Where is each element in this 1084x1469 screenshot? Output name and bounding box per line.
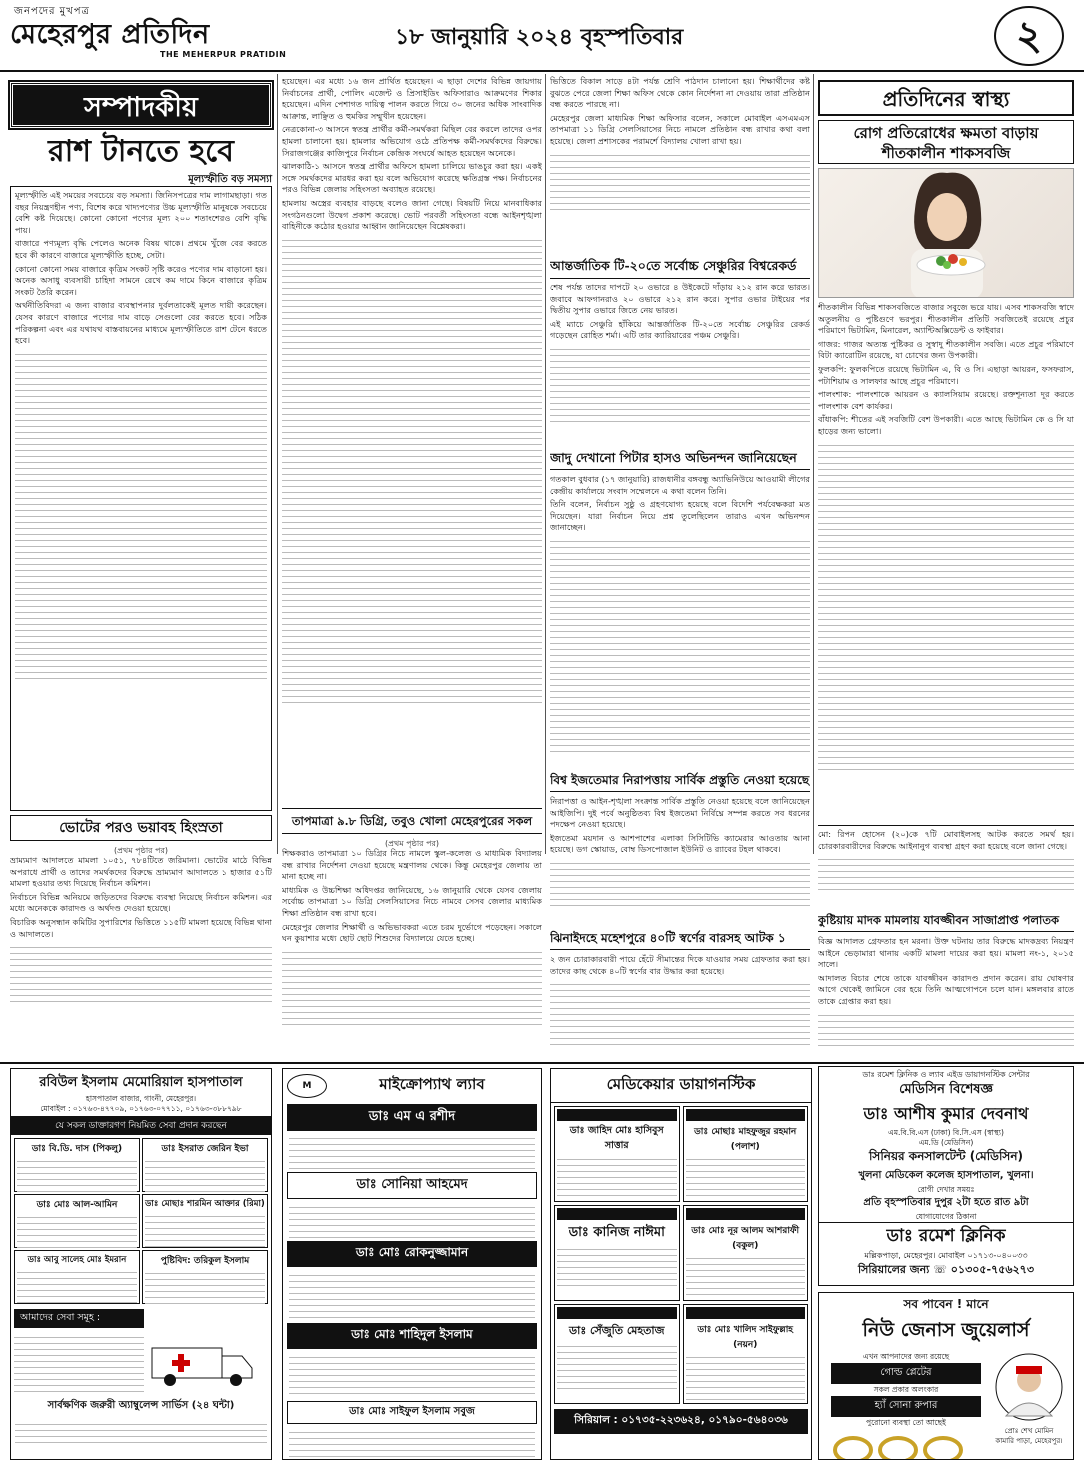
doctor-card	[142, 1250, 268, 1304]
continued-note: (প্রথম পৃষ্ঠার পর)	[384, 839, 440, 848]
article-paragraph: পালংশাক: পালংশাকে আয়রন ও ক্যালসিয়াম রয়েছে। রক্তশূন্যতা দূর করতে পালংশাক বেশ কার্যকর।	[818, 389, 1074, 411]
doctor-name: ডাঃ মোঃ শাহিদুল ইসলাম	[287, 1323, 537, 1349]
microlab-ad	[282, 1068, 542, 1460]
article-text-continuation	[550, 150, 810, 210]
masthead	[0, 0, 1084, 72]
column-divider	[277, 74, 278, 854]
health-headline: রোগ প্রতিরোধের ক্ষমতা বাড়ায় শীতকালীন শাকসবজি	[818, 120, 1074, 164]
tapmatra-headline: তাপমাত্রা ৯.৮ ডিগ্রি, তবুও খোলা মেহেরপুরের সকল	[282, 808, 542, 834]
article-paragraph: মাধ্যমিক ও উচ্চশিক্ষা অধিদপ্তর জানিয়েছে, ১৬ জানুয়ারি থেকে যেসব জেলায় সর্বোচ্চ তাপমাত্রা ১০ ডিগ্রি সেলসিয়াসের নিচে নামবে সেসব জেলার মাধ্যমিক শিক্ষা প্রতিষ্ঠান বন্ধ রাখা হবে।	[282, 884, 542, 918]
doctor-details	[686, 1253, 806, 1299]
doctor-details	[557, 1244, 677, 1290]
medicare-name: মেডিকেয়ার ডায়াগনস্টিক	[551, 1069, 811, 1103]
doctor-card	[142, 1138, 268, 1192]
editorial-paragraph: অর্থনীতিবিদরা এ জন্য বাজার ব্যবস্থাপনার দুর্বলতাকেই মূলত দায়ী করেছেন। যেসব কারণে বাজারে পণ্যের দাম বাড়ে সেগুলো বের করতে হবে। সঠিক পরিকল্পনা এবং এর যথাযথ বাস্তবায়নের মাধ্যমে মূল্যস্ফীতিতে রাশ টেনে ধরতে হবে।	[15, 300, 267, 346]
doctor-details	[17, 1267, 137, 1303]
offer-line: এখন আপনাদের জন্য রয়েছে	[862, 1352, 950, 1361]
doctor-name: ডাঃ কানিজ নাঈমা	[568, 1225, 665, 1240]
doctor-name: ডাঃ সোনিয়া আহমেদ	[287, 1172, 537, 1199]
hospital-tagline: যে সকল ডাক্তারগণ নিয়মিত সেবা প্রদান করছেন	[11, 1116, 271, 1135]
doctor-card	[142, 1194, 268, 1248]
doctor-details	[289, 1427, 535, 1457]
article-paragraph: নিরাপত্তা ও আইন-শৃঙ্খলা সংক্রান্ত সার্বিক প্রস্তুতি নেওয়া হয়েছে বলে জানিয়েছেন আইজিপি। দুই পর্বে অনুষ্ঠিতব্য বিশ্ব ইজতেমা নির্বিঘ্নে সম্পন্ন করতে সব ধরনের পদক্ষেপ নেওয়া হয়েছে।	[550, 796, 810, 830]
doctor-name: পুষ্টিবিদ: তরিকুল ইসলাম	[160, 1256, 250, 1266]
hospital-phone: মোবাইল : ০১৭৬৩-৪৭৭০৯, ০১৭৬৩-০৭৭১১, ০১৭৬৩-৩৮৮৭৯৮	[40, 1104, 242, 1113]
services-block	[11, 1330, 271, 1394]
doctor-name: ডাঃ মোঃ খালিদ সাইফুল্লাহ (নয়ন)	[697, 1325, 794, 1350]
column-divider	[545, 74, 546, 854]
article-paragraph: হয়েছেন। এর মধ্যে ১৬ জন প্রার্থিত হয়েছেন। এ ছাড়া দেশের বিভিন্ন জায়গায় নির্বাচনের প্রার্থী, পোলিং এজেন্ট ও প্রিসাইডিং অফিসারাও আক্রমণের শিকার হয়েছেন। এদিন পেশাগত দায়িত্ব পালন করতে গিয়ে ৩০ জনের অধিক সাংবাদিক আক্রান্ত, লাঞ্ছিত ও হুমকির সম্মুখীন হয়েছেন।	[282, 76, 542, 121]
hospital-ad	[10, 1068, 272, 1460]
article-paragraph: ভ্রাম্যমাণ আদালতে মামলা ১০৫১, ৭৮৪টিতে জরিমানা। ভোটের মাঠে বিভিন্ন অপরাধে প্রার্থী ও তাদের সমর্থকদের বিরুদ্ধে ভ্রাম্যমাণ আদালতে ১ হাজার ৫১টি মামলা হওয়ার তথ্য দিয়েছে নির্বাচন কমিশন।	[10, 855, 272, 889]
doctor-name: ডাঃ মোঃ সাইফুল ইসলাম সবুজ	[287, 1401, 537, 1424]
medicare-doctor-grid	[551, 1103, 811, 1407]
article-text-continuation	[550, 979, 810, 1049]
clinic-address: মল্লিকপাড়া, মেহেরপুর। মোবাইল ০১৭১৩-০৪০০৩৩	[864, 1251, 1028, 1260]
editorial-headline: রাশ টানতে হবে	[48, 134, 234, 169]
doctor-card	[683, 1304, 809, 1404]
tapmatra-article	[282, 848, 542, 1058]
doctor-degree: এম.ডি (মেডিসিন)	[918, 1138, 974, 1147]
article-text-continuation	[818, 1010, 1074, 1050]
jewellers-offers	[823, 1352, 989, 1460]
doctor-details	[17, 1212, 137, 1248]
article-text-continuation	[10, 942, 272, 1002]
doctor-details	[686, 1352, 806, 1402]
masthead-kicker: জনপদের মুখপত্র	[14, 6, 90, 17]
article-paragraph: গাজর: গাজর অত্যন্ত পুষ্টিকর ও সুস্বাদু শীতকালীন সবজি। এতে প্রচুর পরিমাণে বিটা ক্যারোটিন রয়েছে, যা চোখের জন্য উপকারী।	[818, 338, 1074, 361]
editorial-text-continuation	[15, 349, 267, 679]
doctor-name: ডাঃ আবু সালেহ মোঃ ইমরান	[27, 1255, 127, 1265]
kushtia-article	[818, 936, 1074, 1058]
doctor-name: ডাঃ বি.ডি. দাস (পিকলু)	[31, 1144, 123, 1154]
offer-badge: গোল্ড প্লেটের	[831, 1363, 981, 1384]
column-divider	[813, 74, 814, 854]
article-paragraph: আদালত বিচার শেষে তাকে যাবজ্জীবন কারাদণ্ড প্রদান করেন। রায় ঘোষণার আগে থেকেই জামিনে বের হয়ে তিনি আত্মগোপনে চলে যান। মঙ্গলবার রাতে তাকে গ্রেপ্তার করা হয়।	[818, 972, 1074, 1006]
owner-photo	[994, 1352, 1064, 1422]
clinic-serial: সিরিয়ালের জন্য ☏ ০১৩০৫-৭৫৬২৭৩	[858, 1263, 1034, 1276]
article-paragraph: নেত্রকোনা-৩ আসনে স্বতন্ত্র প্রার্থীর কর্মী-সমর্থকরা মিছিল বের করলে তাদের ওপর হামলা চালানো হয়। হামলার অভিযোগ ওঠে প্রতিপক্ষ কর্মী-সমর্থকদের বিরুদ্ধে। সিরাজগঞ্জের কাজিপুরে নির্বাচন কেন্দ্রিক সংঘর্ষে আহত হয়েছেন অনেকে।	[282, 124, 542, 158]
editorial-banner: সম্পাদকীয়	[10, 82, 272, 128]
doctor-name: ডাঃ মোছাঃ মাহফুজুর রহমান (পলাশ)	[694, 1127, 797, 1152]
doctor-details	[145, 1156, 265, 1192]
ads-divider	[0, 1062, 1084, 1064]
offer-badge: হ্যাঁ সোনা রুপার	[831, 1396, 981, 1417]
article-text-continuation	[550, 536, 810, 756]
doctor-card	[14, 1250, 140, 1304]
owner-block	[989, 1352, 1069, 1460]
services-list	[14, 1332, 144, 1392]
specialty-strip	[686, 1208, 806, 1220]
lab-logo: M	[287, 1074, 327, 1098]
specialty-strip	[686, 1109, 806, 1121]
owner-name: প্রোঃ শেখ মোমিন	[1004, 1427, 1054, 1435]
doctor-name: ডাঃ মোছাঃ শারমিন আক্তার (রিমা)	[145, 1199, 265, 1209]
editorial-paragraph: কোনো কোনো সময় বাজারে কৃত্রিম সংকট সৃষ্টি করেও পণ্যের দাম বাড়ানো হয়। অনেক অসাধু ব্যবসায়ী চাহিদা সামনে রেখে কম দামে কিনে বাজারে কৃত্রিম সংকট তৈরি করেন।	[15, 263, 267, 297]
article-paragraph: মেহেরপুর জেলার শিক্ষার্থী ও অভিভাবকরা এতে চরম দুর্ভোগে পড়েছেন। সকালে ঘন কুয়াশার মধ্যে ছোট ছোট শিশুদের বিদ্যালয়ে যেতে হচ্ছে।	[282, 921, 542, 944]
doctor-degree: এম.বি.বি.এস (ঢাকা) বি.সি.এস (স্বাস্থ্য)	[888, 1128, 1004, 1137]
hospital-doctor-grid	[11, 1135, 271, 1307]
hospital-address: হাসপাতাল বাজার, গাংনী, মেহেরপুর।	[85, 1094, 197, 1103]
jhenaidah-article	[550, 954, 810, 1058]
editorial-paragraph: বাজারে পণ্যমূল্য বৃদ্ধি পেলেও অনেক বিষয় থাকে। প্রথমে খুঁজে বের করতে হবে কী কারণে বাজারে মূল্যস্ফীতি হচ্ছে, সেটা।	[15, 238, 267, 260]
offer-line: পুরোনো ব্যবস্থা তো আছেই	[866, 1418, 946, 1427]
doctor-details	[686, 1154, 806, 1200]
column-4-bottom-article	[818, 825, 1074, 905]
doctor-details	[145, 1268, 265, 1304]
article-paragraph: হামলায় অস্ত্রের ব্যবহার বাড়ছে বলেও জানা গেছে। বিষয়টি নিয়ে মানবাধিকার সংগঠনগুলো উদ্বেগ প্রকাশ করেছে। ভোট পরবর্তী সহিংসতা বন্ধে আইনশৃঙ্খলা বাহিনীকে কঠোর হওয়ার আহ্বান জানিয়েছেন বিশ্লেষকরা।	[282, 197, 542, 232]
article-paragraph: ভিত্তিতে বিকাল সাড়ে ৪টা পর্যন্ত শ্রেণি পাঠদান চালানো হয়। শিক্ষার্থীদের কষ্ট বুঝতে পেরে জেলা শিক্ষা অফিস থেকে কোন নির্দেশনা না দেওয়ায় তারা প্রতিষ্ঠান বন্ধ করতে পারছে না।	[550, 76, 810, 110]
jhenaidah-headline: ঝিনাইদহে মহেশপুরে ৪০টি স্বর্ণের বারসহ আটক ১	[550, 928, 810, 950]
specialty-strip	[557, 1208, 677, 1220]
ijtema-headline: বিশ্ব ইজতেমার নিরাপত্তায় সার্বিক প্রস্তুতি নেওয়া হয়েছে	[550, 770, 810, 792]
specialty-strip	[686, 1307, 806, 1319]
clinic-top-line: ডাঃ রমেশ ক্লিনিক ও ল্যাব এইড ডায়াগনস্টিক সেন্টার	[862, 1070, 1030, 1079]
jewellers-ad	[818, 1292, 1074, 1460]
specialty-strip	[557, 1109, 677, 1121]
article-paragraph: তিনি বলেন, নির্বাচন সুষ্ঠু ও গ্রহণযোগ্য হয়েছে বলে বিদেশি পর্যবেক্ষকরা মত দিয়েছেন। যারা নির্বাচন নিয়ে প্রশ্ন তুলেছিলেন তারাও এখন অভিনন্দন জানাচ্ছেন।	[550, 499, 810, 533]
doctor-card	[683, 1205, 809, 1301]
ramesh-clinic-ad	[818, 1066, 1074, 1286]
newspaper-subtitle: THE MEHERPUR PRATIDIN	[160, 50, 287, 59]
doctor-name: ডাঃ এম এ রশীদ	[287, 1104, 537, 1131]
doctor-card	[554, 1205, 680, 1301]
ambulance-service: সার্বক্ষণিক জরুরী অ্যাম্বুলেন্স সার্ভিস (২৪ ঘন্টা)	[47, 1400, 235, 1411]
doctor-details	[289, 1133, 535, 1169]
editorial-body	[10, 186, 272, 811]
article-paragraph: ফুলকপি: ফুলকপিতে রয়েছে ভিটামিন এ, বি ও সি। এছাড়া আয়রন, ফসফরাস, পটাশিয়াম ও সালফার আছে প্রচুর পরিমাণে।	[818, 363, 1074, 386]
article-text-continuation	[818, 854, 1074, 894]
doctor-card	[683, 1106, 809, 1202]
article-paragraph: বিজ্ঞ আদালত গ্রেফতার হন মরনা। উক্ত ঘটনায় তার বিরুদ্ধে মাদকদ্রব্য নিয়ন্ত্রণ আইনে ভেড়ামারা থানায় একটি মামলা দায়ের করা হয়। মামলা নং-১, ২০১৫ সালে।	[818, 936, 1074, 970]
article-text-continuation	[282, 947, 542, 1027]
medicare-serial: সিরিয়াল : ০১৭৩৫-২২৩৬২৪, ০১৭৯০-৫৬৪০৩৬	[554, 1409, 808, 1434]
doctor-name: ডাঃ মোঃ রোকনুজ্জামান	[287, 1241, 537, 1267]
t20-article	[550, 282, 810, 444]
woman-eating-salad-photo	[818, 168, 1074, 298]
doctor-card	[14, 1194, 140, 1248]
doctor-name: ডাঃ আশীষ কুমার দেবনাথ	[863, 1104, 1029, 1123]
contact-label: যোগাযোগের ঠিকানা	[915, 1212, 977, 1221]
jewellery-icon	[823, 1428, 973, 1460]
article-text-continuation	[818, 440, 1074, 770]
doctor-details	[289, 1202, 535, 1238]
hospital-footer	[15, 1419, 267, 1445]
article-text-continuation	[282, 235, 542, 705]
doctor-details	[557, 1154, 677, 1200]
lab-header	[283, 1069, 541, 1102]
doctor-card	[554, 1106, 680, 1202]
doctor-name: ডাঃ ইসরাত জেরিন ইভা	[161, 1144, 249, 1154]
medicare-ad	[550, 1068, 812, 1460]
column-2-article	[282, 76, 542, 801]
hospital-name: রবিউল ইসলাম মেমোরিয়াল হাসপাতাল	[39, 1075, 243, 1090]
editorial-subhead: মূল্যস্ফীতি বড় সমস্যা	[188, 174, 272, 185]
doctor-details	[289, 1270, 535, 1320]
schedule-label: রোগী দেখার সময়ঃ	[917, 1185, 975, 1194]
article-paragraph: এই ম্যাচে সেঞ্চুরি হাঁকিয়ে আন্তর্জাতিক টি-২০তে সর্বোচ্চ সেঞ্চুরির রেকর্ড গড়েছেন রোহিত শর্মা। এটি তার ক্যারিয়ারের পঞ্চম সেঞ্চুরি।	[550, 318, 810, 341]
jewellers-name: নিউ জেনাস জুয়েলার্স	[862, 1319, 1030, 1341]
doctor-details	[289, 1352, 535, 1398]
doctor-position: সিনিয়র কনসালটেন্ট (মেডিসিন)	[869, 1149, 1023, 1163]
ambulance-icon	[148, 1332, 258, 1392]
doctor-hospital: খুলনা মেডিকেল কলেজ হাসপাতাল, খুলনা।	[858, 1170, 1034, 1181]
violence-headline: ভোটের পরও ভয়াবহ হিংস্রতা	[10, 815, 272, 841]
violence-article	[10, 855, 272, 1058]
issue-date: ১৮ জানুয়ারি ২০২৪ বৃহস্পতিবার	[395, 25, 684, 50]
doctor-card	[14, 1138, 140, 1192]
article-text-continuation	[550, 344, 810, 424]
doctor-card	[554, 1304, 680, 1404]
specialty-strip	[557, 1307, 677, 1319]
article-paragraph: বিচারিক অনুসন্ধান কমিটির সুপারিশের ভিত্তিতে ১১৫টি মামলা হয়েছে বিভিন্ন থানা ও আদালতে।	[10, 916, 272, 939]
page-number: ২	[994, 6, 1064, 66]
jewellers-address: কামারি পাড়া, মেহেরপুর।	[995, 1437, 1063, 1445]
article-paragraph: ইজতেমা ময়দান ও আশপাশের এলাকা সিসিটিভি ক্যামেরার আওতায় আনা হয়েছে। ডগ স্কোয়াড, বোম্ব ডিসপোজাল ইউনিট ও র‌্যাবের টহল থাকবে।	[550, 832, 810, 855]
doctor-specialty: মেডিসিন বিশেষজ্ঞ	[899, 1082, 993, 1097]
t20-headline: আন্তর্জাতিক টি-২০তে সর্বোচ্চ সেঞ্চুরির বিশ্বরেকর্ড	[550, 255, 810, 279]
kushtia-headline: কুষ্টিয়ায় মাদক মামলায় যাবজ্জীবন সাজাপ্রাপ্ত পলাতক	[818, 910, 1074, 932]
article-paragraph: মেহেরপুর জেলা মাধ্যমিক শিক্ষা অফিসার বলেন, সকালে মোবাইল এসএমএস তাপমাত্রা ১১ ডিগ্রি সেলসিয়াসের নিচে নামলে প্রতিষ্ঠান বন্ধ রাখার কথা বলা হয়েছে। জেলা প্রশাসকের পরামর্শে বিদ্যালয় খোলা রাখা হয়।	[550, 112, 810, 146]
doctor-name: ডাঃ জাহিদ মোঃ হাসিবুস সাত্তার	[569, 1125, 664, 1151]
schedule: প্রতি বৃহস্পতিবার দুপুর ২টা হতে রাত ৯টা	[863, 1197, 1029, 1208]
doctor-details	[557, 1341, 677, 1391]
article-paragraph: ২ জন চোরাকারবারী পায়ে হেঁটে সীমান্তের দিকে যাওয়ার সময় গ্রেফতার করা হয়। তাদের কাছ থেকে ৪০টি স্বর্ণের বার উদ্ধার করা হয়েছে।	[550, 954, 810, 976]
photo-illustration	[819, 169, 1074, 298]
article-paragraph: বাঁধাকপি: শীতের এই সবজিটি বেশ উপকারী। এতে আছে ভিটামিন কে ও সি যা হাড়ের জন্য ভালো।	[818, 414, 1074, 436]
article-paragraph: শিক্ষকরাও তাপমাত্রা ১০ ডিগ্রির নিচে নামলে স্কুল-কলেজ ও মাধ্যমিক বিদ্যালয় বন্ধ রাখার নির্দেশনা দেওয়া হয়েছে মন্ত্রণালয় থেকে। কিন্তু মেহেরপুর জেলায় তা মানা হচ্ছে না।	[282, 848, 542, 882]
editorial-paragraph: মূল্যস্ফীতি এই সময়ের সবচেয়ে বড় সমস্যা। জিনিসপত্রের দাম লাগামছাড়া। গত বছর নিয়ন্ত্রণহীন পণ্য, বিশেষ করে খাদ্যপণ্যের উচ্চ মূল্যস্ফীতি মানুষকে সবচেয়ে বেশি কষ্ট দিয়েছে। কোনো কোনো পণ্যের মূল্য ২০০ শতাংশেরও বেশি বৃদ্ধি পায়।	[15, 190, 267, 235]
continued-note: (প্রথম পৃষ্ঠার পর)	[113, 846, 169, 855]
article-paragraph: শীতকালীন বিভিন্ন শাকসবজিতে বাজার সবুজে ভরে যায়। এসব শাকসবজি স্বাদে অতুলনীয় ও পুষ্টিগুণে ভরপুর। শীতকালীন প্রতিটি সবজিতেই রয়েছে প্রচুর পরিমাণে ভিটামিন, মিনারেল, অ্যান্টিঅক্সিডেন্ট ও ফাইবার।	[818, 302, 1074, 336]
ijtema-article	[550, 796, 810, 924]
magic-article	[550, 474, 810, 766]
article-paragraph: গতকাল বুধবার (১৭ জানুয়ারি) রাজধানীর বঙ্গবন্ধু অ্যাভিনিউয়ে আওয়ামী লীগের কেন্দ্রীয় কার্যালয়ে সংবাদ সম্মেলনে এ কথা বলেন তিনি।	[550, 474, 810, 496]
doctor-name: ডাঃ মোঃ নূর আলম আশরাফী (বকুল)	[691, 1226, 800, 1251]
health-section-banner: প্রতিদিনের স্বাস্থ্য	[818, 80, 1074, 116]
doctor-name: ডাঃ মোঃ আল-আমিন	[36, 1200, 118, 1210]
jewellers-top-line: সব পাবেন ! মানে	[903, 1297, 989, 1311]
article-paragraph: ঝালকাঠি-১ আসনে স্বতন্ত্র প্রার্থীর অফিসে হামলা চালিয়ে ভাঙচুর করা হয়। একই সঙ্গে সমর্থকদের মারধর করা হয় বলে অভিযোগ করেছে ক্ষতিগ্রস্ত পক্ষ। নির্বাচনের পরও বিভিন্ন জেলায় সহিংসতা অব্যাহত রয়েছে।	[282, 161, 542, 195]
article-paragraph: শেষ পর্যন্ত তাদের দাপটে ২০ ওভারে ৪ উইকেটে দাঁড়ায় ২১২ রান করে ভারত। জবাবে আফগানরাও ২০ ওভারে ২১২ রান করে। সুপার ওভার টাইয়ের পর দ্বিতীয় সুপার ওভারে জিতে নেয় ভারত।	[550, 282, 810, 316]
magic-headline: জাদু দেখানো পিটার হাসও অভিনন্দন জানিয়েছেন	[550, 448, 810, 470]
jewellers-body	[819, 1348, 1073, 1460]
lab-name: মাইক্রোপ্যাথ ল্যাব	[379, 1075, 485, 1093]
doctor-details	[145, 1211, 265, 1247]
newspaper-title: মেহেরপুর প্রতিদিন	[10, 19, 210, 50]
doctor-name: ডাঃ সেঁজুতি মেহতাজ	[569, 1324, 665, 1337]
column-3-top	[550, 76, 810, 246]
article-text-continuation	[550, 858, 810, 908]
services-title: আমাদের সেবা সমূহ :	[14, 1309, 144, 1328]
offer-line: সকল প্রকার অলংকার	[873, 1385, 939, 1394]
article-paragraph: নির্বাচনে বিভিন্ন অনিয়মে জড়িতদের বিরুদ্ধে ব্যবস্থা নিয়েছে নির্বাচন কমিশন। এর মধ্যে অনেককে কারাদণ্ড ও অর্থদণ্ড দেওয়া হয়েছে।	[10, 891, 272, 914]
health-article	[818, 302, 1074, 812]
doctor-details	[17, 1156, 137, 1192]
article-paragraph: মো: রিপন হোসেন (২০)কে ৭টি মোবাইলসহ আটক করতে সমর্থ হয়। চোরকারবারীদের বিরুদ্ধে আইনানুগ ব্যবস্থা গ্রহণ করা হয়েছে বলে জানা গেছে।	[818, 829, 1074, 851]
clinic-name: ডাঃ রমেশ ক্লিনিক	[819, 1222, 1073, 1251]
